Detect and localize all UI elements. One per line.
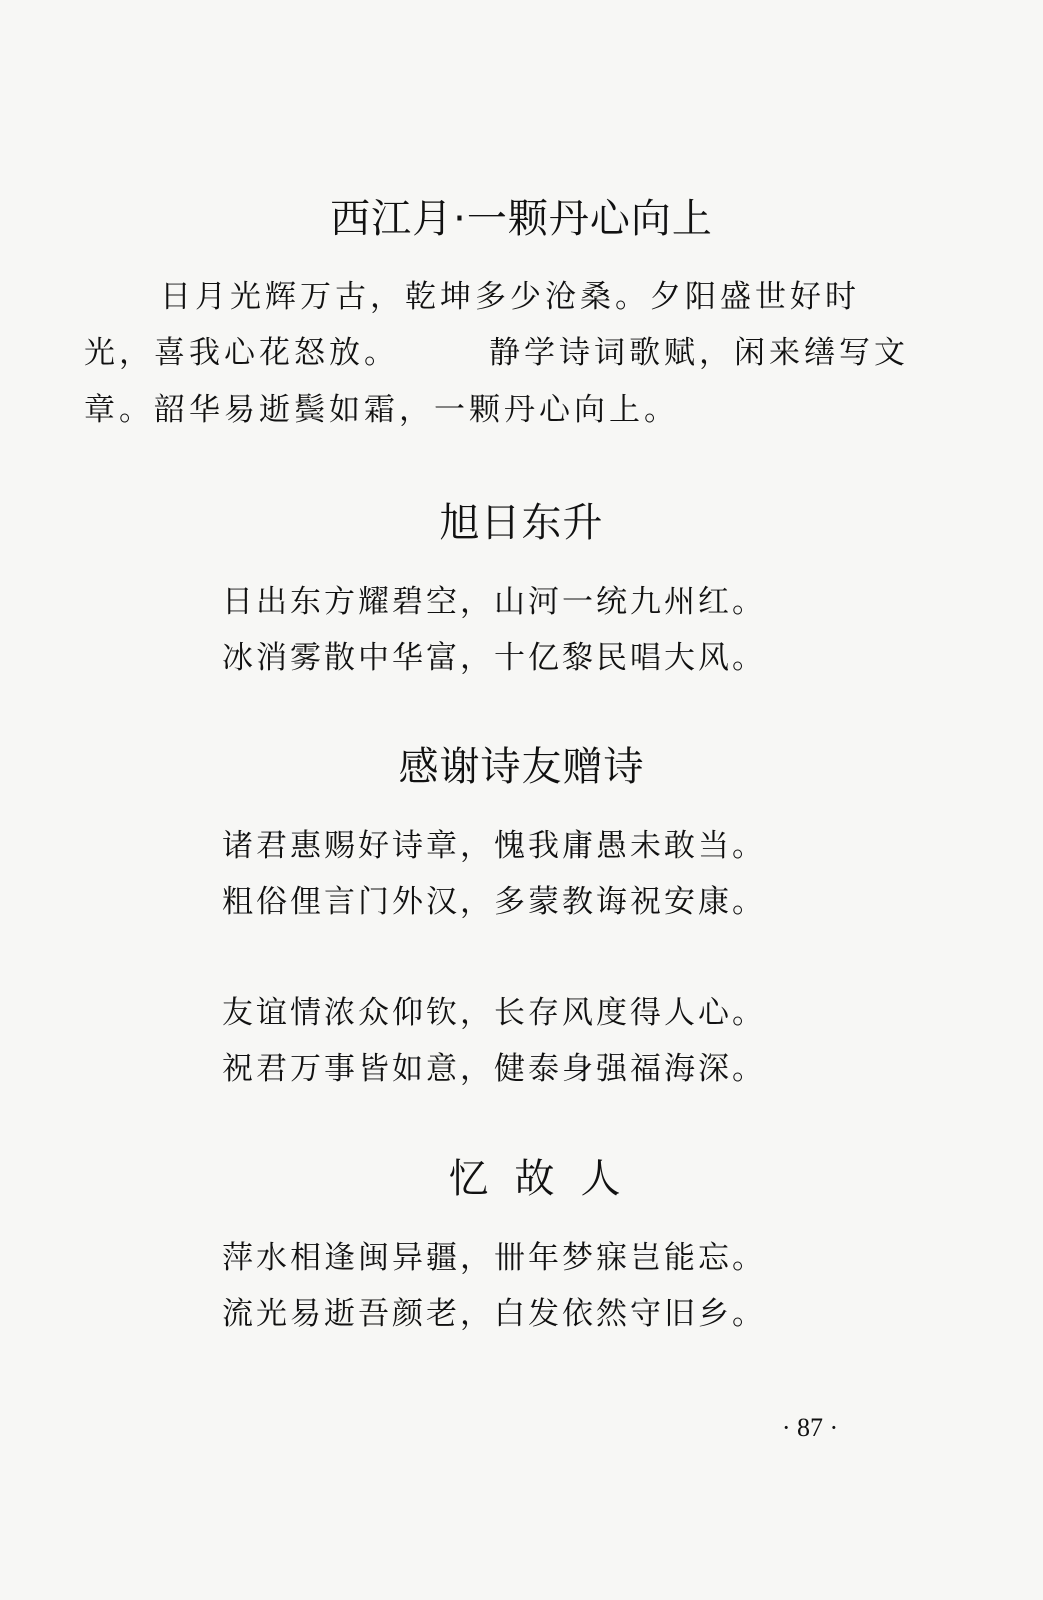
page-number: · 87 ·	[781, 1413, 839, 1442]
poem-line: 日月光辉万古，乾坤多少沧桑。夕阳盛世好时	[160, 279, 860, 315]
poem-line: 流光易逝吾颜老，白发依然守旧乡。	[222, 1296, 766, 1332]
poem-line: 粗俗俚言门外汉，多蒙教诲祝安康。	[222, 884, 766, 920]
poem-title: 忆故人	[448, 1156, 647, 1202]
poem-title: 西江月·一颗丹心向上	[330, 196, 713, 242]
poem-line: 萍水相逢闽异疆，卌年梦寐岂能忘。	[222, 1240, 766, 1276]
poem-line: 诸君惠赐好诗章，愧我庸愚未敢当。	[222, 828, 766, 864]
poem-line: 光，喜我心花怒放。	[84, 335, 399, 371]
poem-line-with-gap	[84, 333, 909, 373]
poem-line: 冰消雾散中华富，十亿黎民唱大风。	[222, 640, 766, 676]
poem-line: 静学诗词歌赋，闲来缮写文	[489, 335, 909, 371]
poem-line: 章。韶华易逝鬓如霜，一颗丹心向上。	[84, 392, 679, 428]
poem-line: 日出东方耀碧空，山河一统九州红。	[222, 584, 766, 620]
poem-line: 友谊情浓众仰钦，长存风度得人心。	[222, 995, 766, 1031]
poem-line: 祝君万事皆如意，健泰身强福海深。	[222, 1051, 766, 1087]
poem-title: 旭日东升	[439, 500, 604, 546]
poem-title: 感谢诗友赠诗	[398, 744, 645, 790]
